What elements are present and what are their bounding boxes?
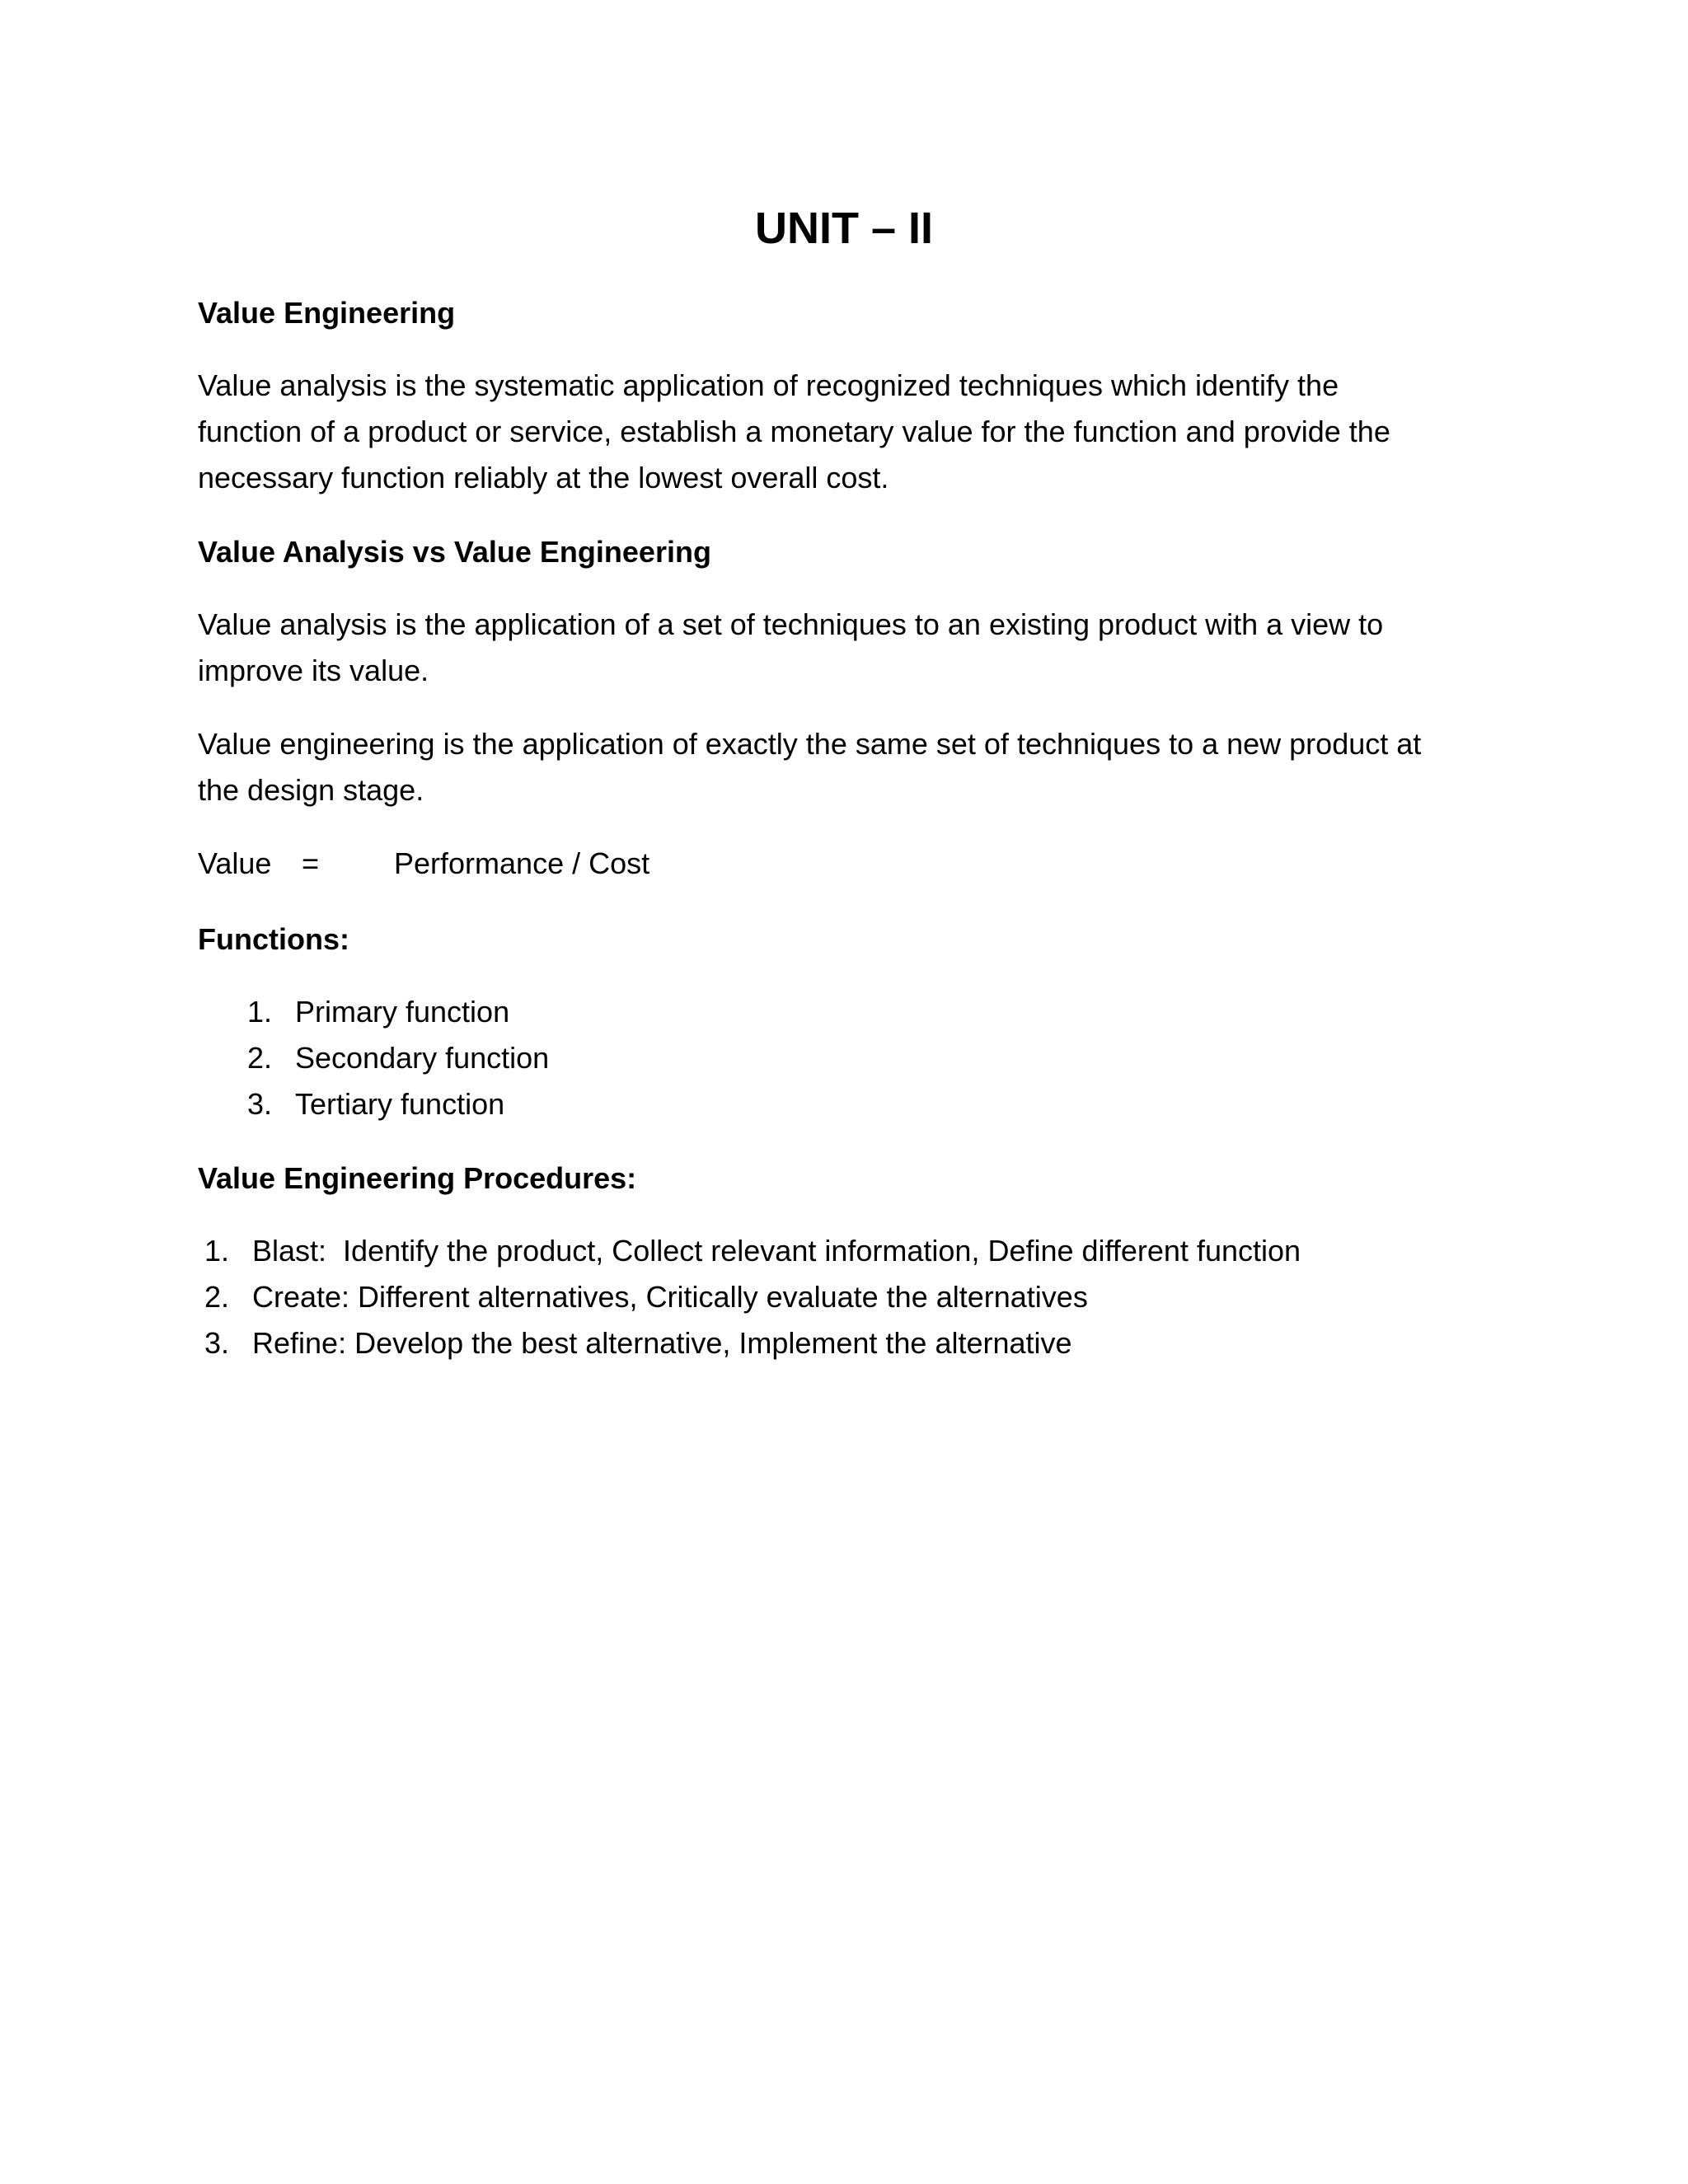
- paragraph-line: function of a product or service, establish a monetary value for the function and provide the: [198, 415, 1390, 448]
- paragraph-line: improve its value.: [198, 654, 429, 687]
- section-heading-ve-procedures: Value Engineering Procedures:: [198, 1161, 637, 1195]
- paragraph-line: Value analysis is the application of a set of techniques to an existing product with a view to: [198, 607, 1384, 641]
- equation-rhs: Performance / Cost: [394, 846, 650, 880]
- section-heading-va-vs-ve: Value Analysis vs Value Engineering: [198, 535, 711, 569]
- list-item-text: Blast: Identify the product, Collect relevant information, Define different function: [252, 1234, 1301, 1268]
- list-item-number: 1.: [204, 1234, 229, 1268]
- list-item-text: Tertiary function: [295, 1087, 505, 1121]
- paragraph-line: Value engineering is the application of exactly the same set of techniques to a new product at: [198, 727, 1422, 761]
- paragraph-line: Value analysis is the systematic application of recognized techniques which identify the: [198, 368, 1339, 402]
- equation-operator: =: [302, 846, 320, 880]
- paragraph-value-engineering: [198, 721, 1484, 813]
- paragraph-value-analysis: [198, 602, 1484, 694]
- list-item-text: Create: Different alternatives, Critically evaluate the alternatives: [252, 1280, 1088, 1314]
- list-item-number: 3.: [246, 1087, 272, 1121]
- equation-lhs: Value: [198, 846, 272, 880]
- list-item-number: 2.: [204, 1280, 229, 1314]
- paragraph-value-analysis-definition: [198, 363, 1484, 501]
- paragraph-line: the design stage.: [198, 773, 424, 807]
- list-item-text: Refine: Develop the best alternative, Implement the alternative: [252, 1326, 1072, 1360]
- list-item-text: Primary function: [295, 995, 510, 1029]
- list-item-number: 1.: [246, 995, 272, 1029]
- list-item-number: 3.: [204, 1326, 229, 1360]
- list-item-number: 2.: [246, 1041, 272, 1075]
- section-heading-functions: Functions:: [198, 922, 349, 956]
- list-item-text: Secondary function: [295, 1041, 550, 1075]
- paragraph-line: necessary function reliably at the lowest overall cost.: [198, 461, 889, 494]
- page-title: UNIT – II: [754, 204, 934, 253]
- section-heading-value-engineering: Value Engineering: [198, 296, 456, 330]
